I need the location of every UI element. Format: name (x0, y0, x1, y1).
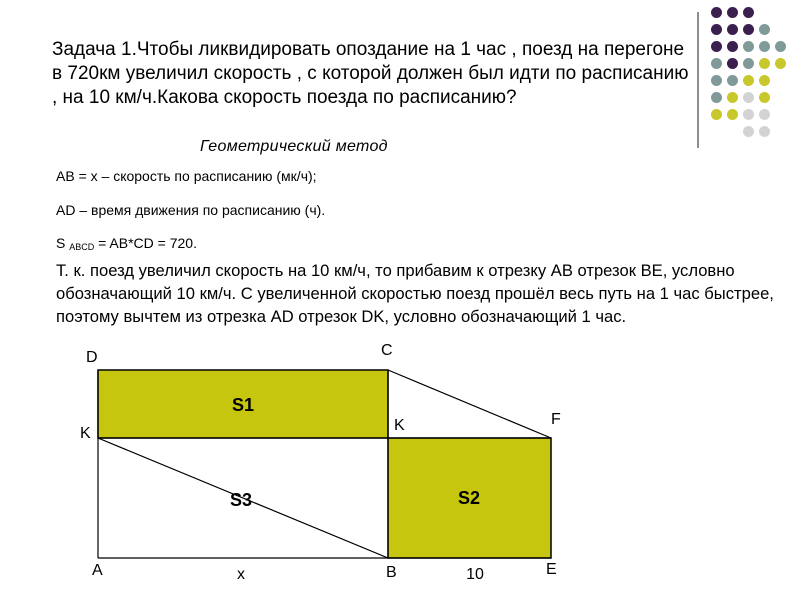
decorative-dot (711, 7, 722, 18)
point-f-label: F (551, 411, 561, 428)
region-s1-label: S1 (231, 395, 255, 415)
decorative-dot (743, 75, 754, 86)
decorative-dot (711, 58, 722, 69)
decorative-dot (743, 7, 754, 18)
decorative-dot (727, 41, 738, 52)
diagonal-cf (388, 370, 551, 438)
decorative-dot (759, 41, 770, 52)
segment-be-label: 10 (466, 566, 484, 583)
area-symbol: S (56, 235, 66, 251)
decorative-dot (775, 58, 786, 69)
decorative-dot (711, 109, 722, 120)
geometry-diagram (0, 340, 800, 600)
point-d-label: D (86, 349, 98, 366)
area-formula: = AB*CD = 720. (94, 235, 197, 251)
decorative-dot (759, 24, 770, 35)
segment-ab-label: x (237, 566, 245, 583)
decorative-dot (711, 24, 722, 35)
decorative-dot (711, 41, 722, 52)
region-s3-label: S3 (229, 490, 253, 510)
decorative-dot (727, 75, 738, 86)
decorative-dot (759, 92, 770, 103)
decorative-dot (743, 24, 754, 35)
decorative-dot (759, 126, 770, 137)
decorative-dot (711, 92, 722, 103)
decorative-dot (743, 126, 754, 137)
point-c-label: C (381, 342, 393, 359)
decorative-dot (727, 7, 738, 18)
region-s2-label: S2 (457, 488, 481, 508)
decorative-dot (775, 41, 786, 52)
decorative-dot (759, 75, 770, 86)
decorative-dot (759, 58, 770, 69)
decorative-vertical-line (697, 12, 699, 148)
decorative-dot (727, 92, 738, 103)
definition-ab: AB = x – скорость по расписанию (мк/ч); (56, 168, 317, 184)
decorative-dot (743, 41, 754, 52)
point-a-label: A (92, 562, 103, 579)
problem-statement: Задача 1.Чтобы ликвидировать опоздание на 1 час , поезд на перегоне в 720км увеличил скорость , с которой должен был идти по расписанию , на 10 км/ч.Какова скорость поезда по расписанию? (52, 39, 689, 108)
decorative-dot (759, 109, 770, 120)
definition-area (56, 234, 197, 256)
method-label: Геометрический метод (200, 138, 388, 155)
explanation-text: Т. к. поезд увеличил скорость на 10 км/ч, то прибавим к отрезку AB отрезок BE, условно обозначающий 10 км/ч. С увеличенной скоростью поезд прошёл весь путь на 1 час быстрее, поэтому вычтем из отрезка AD отрезок DK, условно обозначающий 1 час. (56, 261, 774, 326)
decorative-dot (727, 24, 738, 35)
point-k-left-label: K (80, 425, 91, 442)
decorative-dot (743, 92, 754, 103)
decorative-dot (727, 109, 738, 120)
decorative-dot (727, 58, 738, 69)
area-subscript: ABCD (69, 242, 95, 252)
definition-ad: AD – время движения по расписанию (ч). (56, 202, 326, 218)
point-b-label: B (386, 564, 397, 581)
decorative-dot (743, 58, 754, 69)
point-e-label: E (546, 561, 557, 578)
decorative-dot (711, 75, 722, 86)
decorative-dot (743, 109, 754, 120)
point-k-right-label: K (394, 417, 405, 434)
